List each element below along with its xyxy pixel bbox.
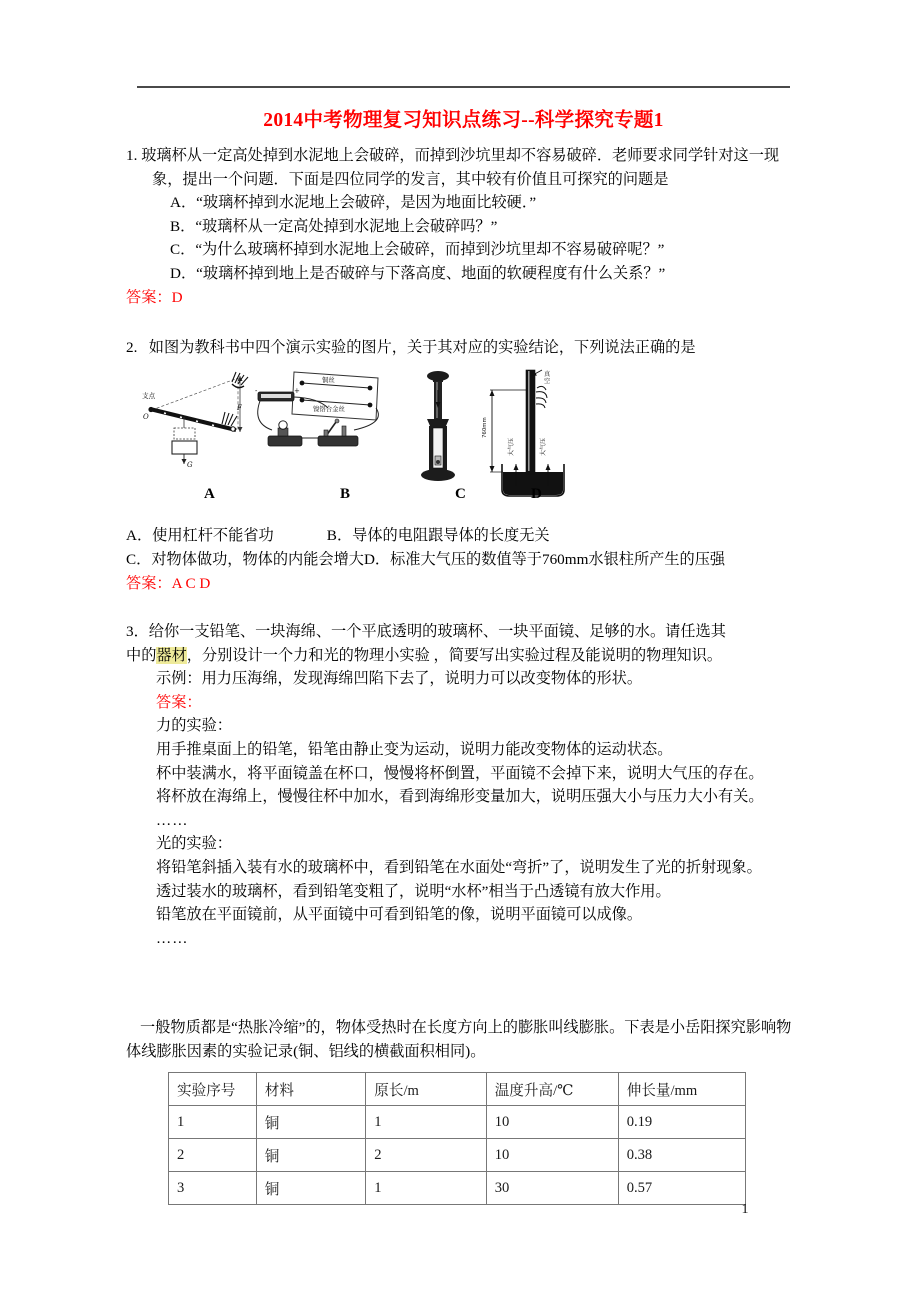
page-title: 2014中考物理复习知识点练习--科学探究专题1 (263, 110, 664, 131)
figure-a-lever-diagram (142, 372, 248, 469)
light-experiment-item-3: 铅笔放在平面镜前，从平面镜中可看到铅笔的像，说明平面镜可以成像。 (156, 906, 642, 924)
figure-label-c: C (455, 486, 466, 502)
question-3-stem-line-1: 3．给你一支铅笔、一块海绵、一个平底透明的玻璃杯、一块平面镜、足够的水。请任选其 (126, 623, 726, 640)
light-experiment-item-2: 透过装水的玻璃杯，看到铅笔变粗了，说明“水杯”相当于凸透镜有放大作用。 (156, 882, 671, 900)
table-header-material: 材料 (256, 1073, 366, 1106)
ellipsis-2: …… (156, 929, 189, 947)
question-3 (126, 620, 806, 950)
figure-label-a: A (204, 486, 215, 502)
label-nichrome-wire: 镍铬合金丝 (313, 405, 345, 413)
svg-text:+: + (294, 387, 300, 395)
question-1-answer: 答案：D (126, 288, 183, 306)
question-2-stem (126, 339, 696, 356)
figure-label-b: B (340, 486, 351, 502)
label-atmos-right: 大气压 (540, 437, 547, 456)
ellipsis-1: …… (156, 811, 189, 829)
svg-text:-: - (255, 387, 258, 395)
label-atmos-left: 大气压 (508, 437, 515, 456)
question-2-answer: 答案：A C D (126, 575, 211, 592)
label-760mm: 760mm (482, 417, 488, 438)
question-4-intro: 一般物质都是“热胀冷缩”的，物体受热时在长度方向上的膨胀叫线膨胀。下表是小岳阳探究影响物体线膨胀因素的实验记录(铜、铝线的横截面积相同)。 (126, 1019, 792, 1060)
question-1 (126, 144, 796, 309)
cell-index: 3 (169, 1172, 257, 1205)
header-rule (137, 86, 790, 88)
light-experiment-heading: 光的实验： (156, 835, 232, 853)
table-header-length: 原长/m (366, 1073, 486, 1106)
light-experiment-item-1: 将铅笔斜插入装有水的玻璃杯中，看到铅笔在水面处“弯折”了，说明发生了光的折射现象。 (156, 858, 762, 876)
question-2-number: 2. (126, 339, 138, 356)
cell-length: 1 (366, 1106, 486, 1139)
stem-highlight: 器材 (156, 646, 187, 664)
page-number: 1 (741, 1202, 749, 1217)
question-3-example: 示例：用力压海绵，发现海绵凹陷下去了，说明力可以改变物体的形状。 (156, 670, 642, 688)
table-header-row (169, 1073, 746, 1106)
svg-text:F: F (237, 404, 242, 412)
cell-temp-rise: 10 (486, 1106, 618, 1139)
question-1-option-a: A．“玻璃杯掉到水泥地上会破碎，是因为地面比较硬．” (170, 194, 537, 212)
question-2 (126, 336, 796, 360)
question-3-stem-line-2 (126, 644, 806, 668)
figure-b-circuit-diagram (255, 372, 378, 446)
question-3-answer-label: 答案： (156, 693, 202, 711)
cell-material: 铜 (256, 1139, 366, 1172)
cell-temp-rise: 10 (486, 1139, 618, 1172)
cell-temp-rise: 30 (486, 1172, 618, 1205)
figure-label-d: D (531, 486, 542, 502)
cell-index: 1 (169, 1106, 257, 1139)
label-copper-wire: 铜丝 (322, 376, 335, 384)
cell-length: 2 (366, 1139, 486, 1172)
question-2-stem-text: 如图为教科书中四个演示实验的图片，关于其对应的实验结论，下列说法正确的是 (148, 339, 696, 356)
table-row (169, 1139, 746, 1172)
force-experiment-item-1: 用手推桌面上的铅笔，铅笔由静止变为运动，说明力能改变物体的运动状态。 (156, 740, 673, 758)
table-header-index: 实验序号 (169, 1073, 257, 1106)
cell-elongation: 0.38 (618, 1139, 745, 1172)
question-1-stem (126, 144, 796, 191)
question-1-number: 1. (126, 147, 138, 164)
question-2-option-row-2: C．对物体做功，物体的内能会增大D．标准大气压的数值等于760mm水银柱所产生的压强 (126, 551, 726, 568)
table-row (169, 1106, 746, 1139)
question-1-option-c: C．“为什么玻璃杯掉到水泥地上会破碎，而掉到沙坑里却不容易破碎呢？” (170, 241, 665, 259)
force-experiment-item-3: 将杯放在海绵上，慢慢往杯中加水，看到海绵形变量加大，说明压强大小与压力大小有关。 (156, 788, 764, 806)
svg-text:G: G (187, 461, 193, 469)
svg-text:空: 空 (544, 378, 551, 385)
figure-d-torricelli-diagram (482, 370, 564, 496)
figure-c-fire-piston-diagram (421, 371, 455, 481)
cell-material: 铜 (256, 1106, 366, 1139)
cell-length: 1 (366, 1172, 486, 1205)
question-2-option-row-1: A．使用杠杆不能省功 B．导体的电阻跟导体的长度无关 (126, 527, 550, 544)
question-1-option-b: B．“玻璃杯从一定高处掉到水泥地上会破碎吗？” (170, 217, 498, 235)
stem-pre: 中的 (126, 646, 157, 664)
label-vacuum: 真 (544, 371, 551, 378)
table-header-temp-rise: 温度升高/℃ (486, 1073, 618, 1106)
label-fulcrum: 支点 (142, 392, 156, 400)
table-header-elongation: 伸长量/mm (618, 1073, 745, 1106)
experiment-data-table (168, 1072, 746, 1205)
question-2-options (126, 524, 806, 596)
stem-post: ，分别设计一个力和光的物理小实验 ，简要写出实验过程及能说明的物理知识。 (186, 646, 723, 664)
figure-labels (140, 486, 580, 510)
svg-text:O: O (143, 413, 149, 421)
cell-elongation: 0.19 (618, 1106, 745, 1139)
question-1-option-d: D．“玻璃杯掉到地上是否破碎与下落高度、地面的软硬程度有什么关系？” (170, 264, 666, 282)
cell-index: 2 (169, 1139, 257, 1172)
question-1-stem-text: 玻璃杯从一定高处掉到水泥地上会破碎，而掉到沙坑里却不容易破碎．老师要求同学针对这一现象，提出一个问题．下面是四位同学的发言，其中较有价值且可探究的问题是 (141, 147, 780, 188)
table-row (169, 1172, 746, 1205)
force-experiment-heading: 力的实验： (156, 717, 232, 735)
force-experiment-item-2: 杯中装满水，将平面镜盖在杯口，慢慢将杯倒置，平面镜不会掉下来，说明大气压的存在。 (156, 764, 764, 782)
cell-material: 铜 (256, 1172, 366, 1205)
cell-elongation: 0.57 (618, 1172, 745, 1205)
